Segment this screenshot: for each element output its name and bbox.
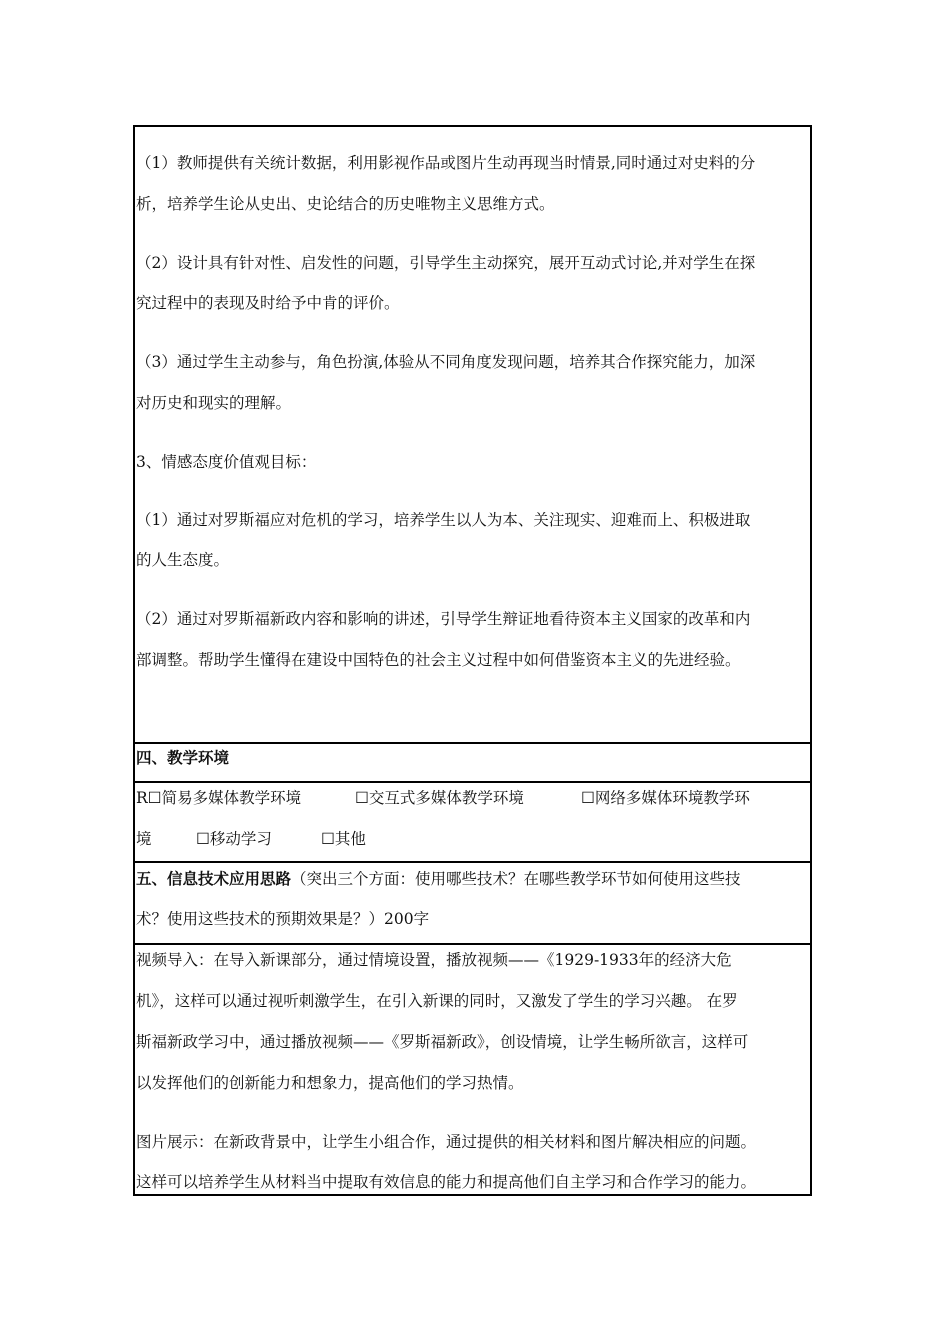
emotion-2-line2: 部调整。帮助学生懂得在建设中国特色的社会主义过程中如何借鉴资本主义的先进经验。 xyxy=(136,651,741,669)
emotion-2-line1: （2）通过对罗斯福新政内容和影响的讲述，引导学生辩证地看待资本主义国家的改革和内 xyxy=(136,610,751,628)
objective-3-line2: 对历史和现实的理解。 xyxy=(136,394,292,412)
row-divider xyxy=(133,781,812,783)
tech-heading-line2: 术？使用这些技术的预期效果是？）200字 xyxy=(136,910,430,928)
row-divider xyxy=(133,861,812,863)
option-interactive-multimedia[interactable]: ☐交互式多媒体教学环境 xyxy=(355,789,524,807)
option-simple-multimedia[interactable]: R☐简易多媒体教学环境 xyxy=(136,789,302,807)
video-text-line4: 以发挥他们的创新能力和想象力，提高他们的学习热情。 xyxy=(136,1074,524,1092)
video-text-line2: 机》，这样可以通过视听刺激学生，在引入新课的同时，又激发了学生的学习兴趣。 在罗 xyxy=(136,992,738,1010)
picture-text-line1: 图片展示：在新政背景中，让学生小组合作，通过提供的相关材料和图片解决相应的问题。 xyxy=(136,1133,757,1151)
emotion-heading: 3、情感态度价值观目标： xyxy=(136,453,317,471)
tech-heading-line1 xyxy=(136,869,741,889)
row-divider xyxy=(133,742,812,744)
environment-heading: 四、教学环境 xyxy=(136,748,230,767)
objective-1-line2: 析，培养学生论从史出、史论结合的历史唯物主义思维方式。 xyxy=(136,195,555,213)
objective-2-line2: 究过程中的表现及时给予中肯的评价。 xyxy=(136,294,400,312)
objective-2-line1: （2）设计具有针对性、启发性的问题，引导学生主动探究，展开互动式讨论,并对学生在探 xyxy=(136,254,756,272)
option-network-multimedia[interactable]: ☐网络多媒体环境教学环 xyxy=(581,789,750,807)
picture-text-line2: 这样可以培养学生从材料当中提取有效信息的能力和提高他们自主学习和合作学习的能力。 xyxy=(136,1173,757,1191)
emotion-1-line1: （1）通过对罗斯福应对危机的学习，培养学生以人为本、关注现实、迎难而上、积极进取 xyxy=(136,511,751,529)
emotion-1-line2: 的人生态度。 xyxy=(136,551,230,569)
tech-heading-note: （突出三个方面：使用哪些技术？在哪些教学环节如何使用这些技 xyxy=(291,870,741,888)
objective-1-line1: （1）教师提供有关统计数据，利用影视作品或图片生动再现当时情景,同时通过对史料的分 xyxy=(136,154,756,172)
row-divider xyxy=(133,943,812,945)
video-text-line1: 视频导入：在导入新课部分，通过情境设置，播放视频——《1929-1933年的经济大危 xyxy=(136,951,732,969)
option-network-multimedia-continued: 境 xyxy=(136,830,152,848)
tech-heading-title: 五、信息技术应用思路 xyxy=(136,869,292,888)
video-text-line3: 斯福新政学习中，通过播放视频——《罗斯福新政》，创设情境，让学生畅所欲言，这样可 xyxy=(136,1033,749,1051)
option-mobile-learning[interactable]: ☐移动学习 xyxy=(196,830,272,848)
option-other[interactable]: ☐其他 xyxy=(321,830,366,848)
objective-3-line1: （3）通过学生主动参与，角色扮演,体验从不同角度发现问题，培养其合作探究能力，加深 xyxy=(136,353,756,371)
